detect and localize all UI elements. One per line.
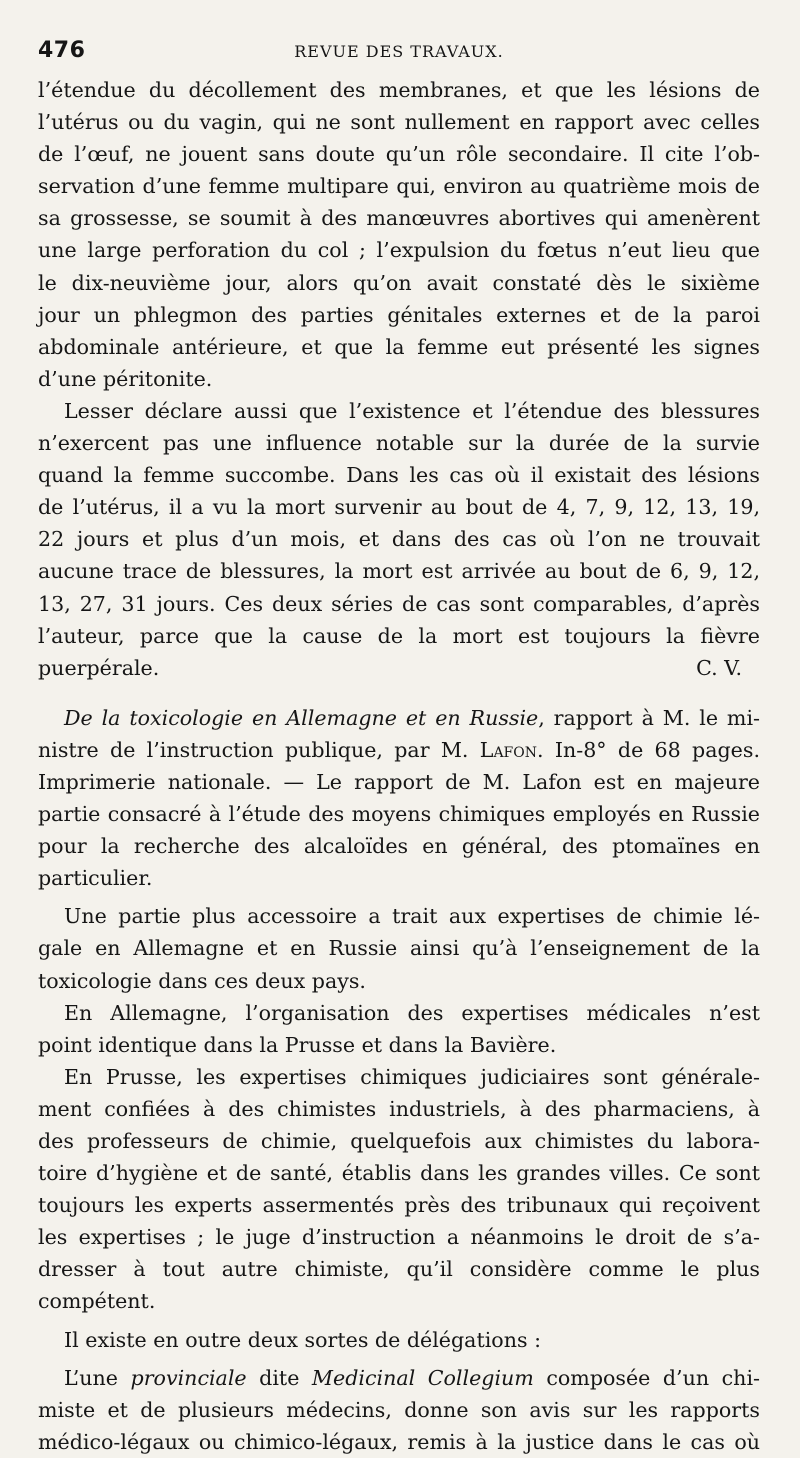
- text-line: aucune trace de blessures, la mort est arrivée au bout de 6, 9, 12,: [38, 559, 760, 584]
- author-signature: C. V.: [696, 655, 742, 680]
- text-line: Il existe en outre deux sortes de délégations :: [64, 1327, 542, 1352]
- text-line: [38, 702, 760, 734]
- paragraph: [38, 997, 760, 1061]
- text-line: toxicologie dans ces deux pays.: [38, 968, 366, 993]
- text-line: [38, 652, 760, 684]
- text-line: sa grossesse, se soumit à des manœuvres abortives qui amenèrent: [38, 206, 760, 231]
- body-text: [38, 74, 760, 1458]
- paragraph: [38, 1324, 760, 1356]
- text-line: de l’œuf, ne jouent sans doute qu’un rôle secondaire. Il cite l’ob-: [38, 142, 760, 167]
- line-text: L’une: [64, 1365, 131, 1390]
- text-line: miste et de plusieurs médecins, donne son avis sur les rapports: [38, 1397, 760, 1422]
- line-text: composée d’un chi-: [533, 1365, 760, 1390]
- text-line: jour un phlegmon des parties génitales externes et de la paroi: [38, 302, 760, 327]
- text-line: le dix-neuvième jour, alors qu’on avait constaté dès le sixième: [38, 270, 760, 295]
- text-line: n’exercent pas une influence notable sur la durée de la survie: [38, 431, 760, 456]
- text-line: servation d’une femme multipare qui, environ au quatrième mois de: [38, 174, 760, 199]
- text-line: En Prusse, les expertises chimiques judiciaires sont générale-: [64, 1064, 760, 1089]
- paragraph: [38, 1061, 760, 1318]
- paragraph-continuation: [38, 74, 760, 395]
- line-text: nistre de l’instruction publique, par M.: [38, 737, 480, 762]
- text-line: toire d’hygiène et de santé, établis dans les grandes villes. Ce sont: [38, 1161, 760, 1186]
- text-line: ment confiées à des chimistes industriels, à des pharmaciens, à: [38, 1096, 760, 1121]
- paragraph: [38, 900, 760, 996]
- text-line: l’utérus ou du vagin, qui ne sont nullement en rapport avec celles: [38, 110, 760, 135]
- paragraph: [38, 1362, 760, 1458]
- text-line: d’une péritonite.: [38, 366, 213, 391]
- text-line: gale en Allemagne et en Russie ainsi qu’à l’enseignement de la: [38, 936, 760, 961]
- text-line: pour la recherche des alcaloïdes en général, des ptomaïnes en: [38, 834, 760, 859]
- text-line: dresser à tout autre chimiste, qu’il considère comme le plus: [38, 1257, 760, 1282]
- text-line: Imprimerie nationale. — Le rapport de M. Lafon est en majeure: [38, 769, 760, 794]
- author-name: Lafon: [479, 737, 537, 762]
- text-line: Lesser déclare aussi que l’existence et l’étendue des blessures: [64, 398, 760, 423]
- text-line: médico-légaux ou chimico-légaux, remis à la justice dans le cas où: [38, 1429, 760, 1454]
- text-line: l’étendue du décollement des membranes, et que les lésions de: [38, 78, 760, 102]
- text-line: les expertises ; le juge d’instruction a néanmoins le droit de s’a-: [38, 1225, 760, 1250]
- section-gap: [38, 684, 760, 702]
- line-text: puerpérale.: [38, 655, 160, 680]
- emphasis: Medicinal Collegium: [311, 1365, 534, 1390]
- text-line: toujours les experts assermentés près des tribunaux qui reçoivent: [38, 1193, 760, 1218]
- text-line: de l’utérus, il a vu la mort survenir au bout de 4, 7, 9, 12, 13, 19,: [38, 495, 760, 520]
- running-head: REVUE DES TRAVAUX.: [294, 42, 504, 61]
- line-text: , rapport à M. le mi-: [538, 705, 760, 730]
- review-entry: [38, 702, 760, 895]
- text-line: l’auteur, parce que la cause de la mort est toujours la fièvre: [38, 623, 760, 648]
- text-line: partie consacré à l’étude des moyens chimiques employés en Russie: [38, 802, 760, 827]
- text-line: des professeurs de chimie, quelquefois aux chimistes du labora-: [38, 1129, 760, 1153]
- text-line: quand la femme succombe. Dans les cas où il existait des lésions: [38, 463, 760, 488]
- line-text: . In-8° de 68 pages.: [537, 737, 760, 762]
- line-text: dite: [246, 1365, 312, 1390]
- text-line: Une partie plus accessoire a trait aux expertises de chimie lé-: [64, 904, 760, 929]
- text-line: abdominale antérieure, et que la femme eut présenté les signes: [38, 334, 760, 359]
- text-line: compétent.: [38, 1289, 156, 1314]
- text-line: point identique dans la Prusse et dans la Bavière.: [38, 1032, 557, 1057]
- page-header: [38, 38, 760, 64]
- text-line: particulier.: [38, 866, 153, 891]
- emphasis: provinciale: [130, 1365, 247, 1390]
- text-line: [38, 1362, 760, 1394]
- text-line: En Allemagne, l’organisation des expertises médicales n’est: [64, 1000, 760, 1025]
- paragraph: [38, 395, 760, 684]
- text-line: 13, 27, 31 jours. Ces deux séries de cas sont comparables, d’après: [38, 591, 760, 616]
- text-line: une large perforation du col ; l’expulsion du fœtus n’eut lieu que: [38, 238, 760, 263]
- work-title: De la toxicologie en Allemagne et en Russie: [64, 705, 539, 730]
- page-number: 476: [38, 38, 86, 63]
- text-line: 22 jours et plus d’un mois, et dans des cas où l’on ne trouvait: [38, 527, 760, 552]
- text-line: [38, 734, 760, 766]
